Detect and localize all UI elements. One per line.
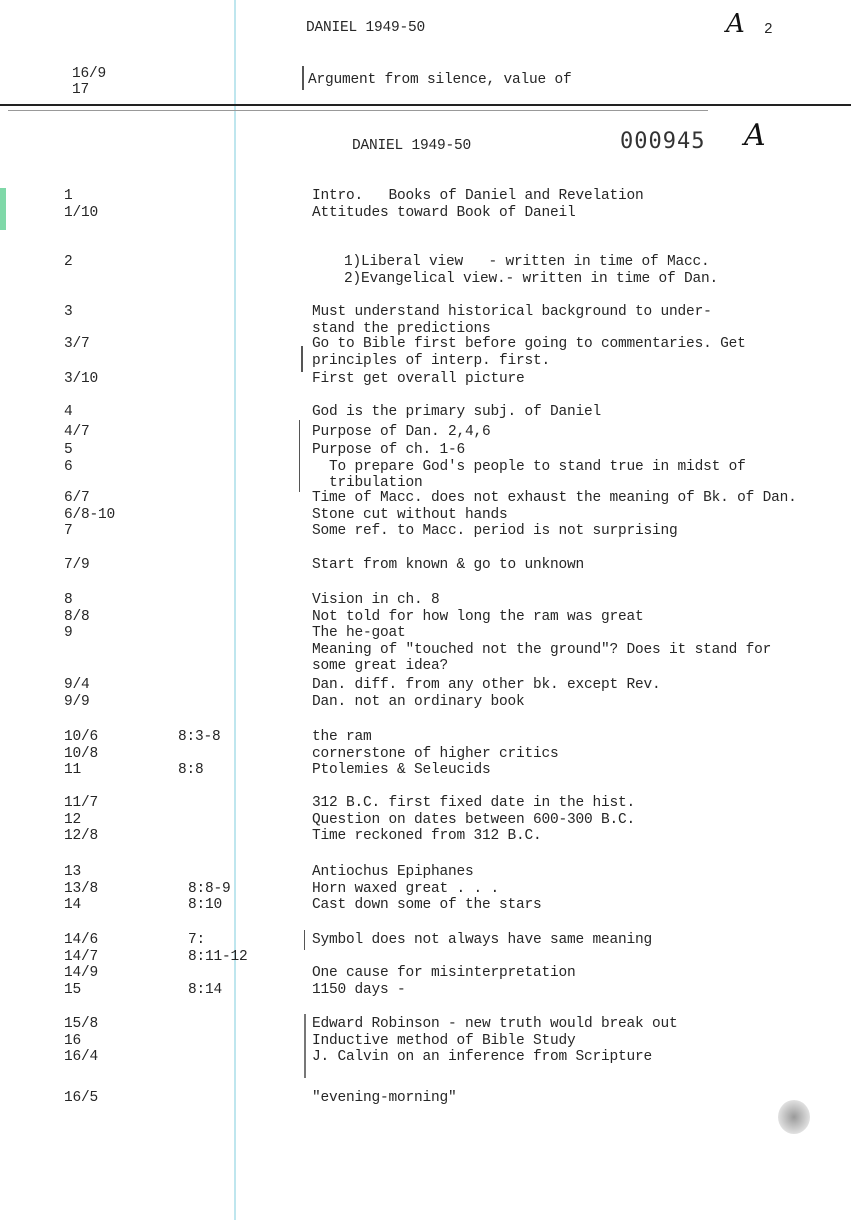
note-line: To prepare God's people to stand true in midst of	[312, 458, 746, 475]
ref-number: 1/10	[64, 204, 99, 221]
edge-mark	[0, 188, 6, 230]
note-line: Stone cut without hands	[312, 506, 508, 523]
ref-number: 2	[64, 254, 73, 270]
note-line: principles of interp. first.	[312, 352, 551, 369]
ref-number: 11	[64, 762, 82, 778]
note-line: cornerstone of higher critics	[312, 745, 559, 762]
ref-number: 12	[64, 811, 82, 828]
top-card-ref-2: 17	[72, 82, 90, 98]
verse-ref: 8:11-12	[188, 948, 248, 965]
verse-ref: 8:14	[188, 981, 223, 998]
note-line: Meaning of "touched not the ground"? Does it stand for	[312, 641, 772, 658]
note-line: Some ref. to Macc. period is not surprising	[312, 523, 678, 539]
note-line: Cast down some of the stars	[312, 897, 542, 913]
top-card-topic: Argument from silence, value of	[308, 72, 572, 88]
ref-number: 11/7	[64, 795, 99, 811]
note-line: One cause for misinterpretation	[312, 965, 576, 981]
ref-number: 15/8	[64, 1016, 99, 1032]
margin-bracket	[304, 1014, 306, 1078]
ref-number: 6	[64, 458, 73, 475]
note-line: Intro. Books of Daniel and Revelation	[312, 188, 644, 204]
note-line: Attitudes toward Book of Daneil	[312, 204, 576, 221]
verse-ref: 7:	[188, 932, 206, 948]
margin-guide-line	[234, 0, 236, 1220]
ref-number: 13/8	[64, 880, 99, 897]
verse-ref: 8:3-8	[178, 729, 221, 745]
note-line: some great idea?	[312, 658, 449, 674]
note-line: Antiochus Epiphanes	[312, 864, 474, 880]
ref-number: 9/4	[64, 677, 90, 693]
note-line: Inductive method of Bible Study	[312, 1032, 576, 1049]
note-line: tribulation	[312, 475, 423, 491]
note-line: Vision in ch. 8	[312, 592, 440, 608]
note-line: Edward Robinson - new truth would break out	[312, 1016, 678, 1032]
ref-number: 8	[64, 592, 73, 608]
margin-bracket	[302, 66, 304, 90]
note-line: Ptolemies & Seleucids	[312, 762, 491, 778]
note-line: Must understand historical background to under-	[312, 304, 712, 320]
note-line: Not told for how long the ram was great	[312, 608, 644, 625]
ref-number: 15	[64, 981, 82, 998]
note-line: Start from known & go to unknown	[312, 557, 585, 573]
ref-number: 9/9	[64, 693, 90, 710]
note-line: Symbol does not always have same meaning	[312, 932, 653, 948]
note-line: Dan. not an ordinary book	[312, 693, 525, 710]
top-card-ref-1: 16/9	[72, 66, 107, 82]
note-line: 2)Evangelical view.- written in time of Dan.	[344, 270, 719, 287]
note-line: Dan. diff. from any other bk. except Rev.	[312, 677, 661, 693]
ref-number: 10/8	[64, 745, 99, 762]
ref-number: 1	[64, 188, 73, 204]
note-line: First get overall picture	[312, 371, 525, 387]
ref-number: 16	[64, 1032, 82, 1049]
ref-number: 3/7	[64, 336, 90, 352]
margin-bracket	[301, 346, 303, 372]
note-line: "evening-morning"	[312, 1090, 457, 1106]
ref-number: 6/8-10	[64, 506, 116, 523]
smudge-mark	[778, 1100, 810, 1134]
note-line: 312 B.C. first fixed date in the hist.	[312, 795, 636, 811]
verse-ref: 8:10	[188, 897, 223, 913]
ref-number: 13	[64, 864, 82, 880]
ref-number: 7	[64, 523, 73, 539]
ref-number: 16/5	[64, 1090, 99, 1106]
main-card-header: DANIEL 1949-50	[352, 138, 472, 154]
ref-number: 7/9	[64, 557, 90, 573]
margin-bracket	[299, 420, 300, 492]
verse-ref: 8:8-9	[188, 880, 231, 897]
ref-number: 4	[64, 404, 73, 420]
ref-number: 3	[64, 304, 73, 320]
note-line: Purpose of Dan. 2,4,6	[312, 424, 491, 440]
margin-bracket	[304, 930, 305, 950]
note-line: the ram	[312, 729, 372, 745]
top-card-header: DANIEL 1949-50	[306, 20, 426, 36]
note-line: stand the predictions	[312, 320, 491, 337]
ref-number: 14/9	[64, 965, 99, 981]
ref-number: 16/4	[64, 1049, 99, 1065]
top-card-page-number: 2	[764, 22, 773, 38]
note-line: Question on dates between 600-300 B.C.	[312, 811, 636, 828]
ref-number: 6/7	[64, 490, 90, 506]
ref-number: 10/6	[64, 729, 99, 745]
note-line: J. Calvin on an inference from Scripture	[312, 1049, 653, 1065]
main-card-serial: 000945	[620, 129, 706, 154]
top-card-mark: A	[726, 9, 745, 39]
note-line: 1150 days -	[312, 981, 406, 998]
note-line: Time reckoned from 312 B.C.	[312, 828, 542, 844]
note-line: The he-goat	[312, 625, 406, 641]
ref-number: 14/7	[64, 948, 99, 965]
note-line: God is the primary subj. of Daniel	[312, 404, 602, 420]
ref-number: 4/7	[64, 424, 90, 440]
ref-number: 3/10	[64, 371, 99, 387]
main-card-mark: A	[744, 118, 766, 153]
ref-number: 14/6	[64, 932, 99, 948]
ref-number: 12/8	[64, 828, 99, 844]
ref-number: 5	[64, 442, 73, 458]
verse-ref: 8:8	[178, 762, 204, 778]
card-top-edge	[0, 104, 851, 106]
ref-number: 14	[64, 897, 82, 913]
ref-number: 8/8	[64, 608, 90, 625]
note-line: Horn waxed great . . .	[312, 880, 500, 897]
ref-number: 9	[64, 625, 73, 641]
note-line: Go to Bible first before going to commentaries. Get	[312, 336, 746, 352]
note-line: Purpose of ch. 1-6	[312, 442, 466, 458]
note-line: 1)Liberal view - written in time of Macc.	[344, 254, 710, 270]
note-line: Time of Macc. does not exhaust the meaning of Bk. of Dan.	[312, 490, 797, 506]
card-shadow-edge	[8, 110, 708, 111]
